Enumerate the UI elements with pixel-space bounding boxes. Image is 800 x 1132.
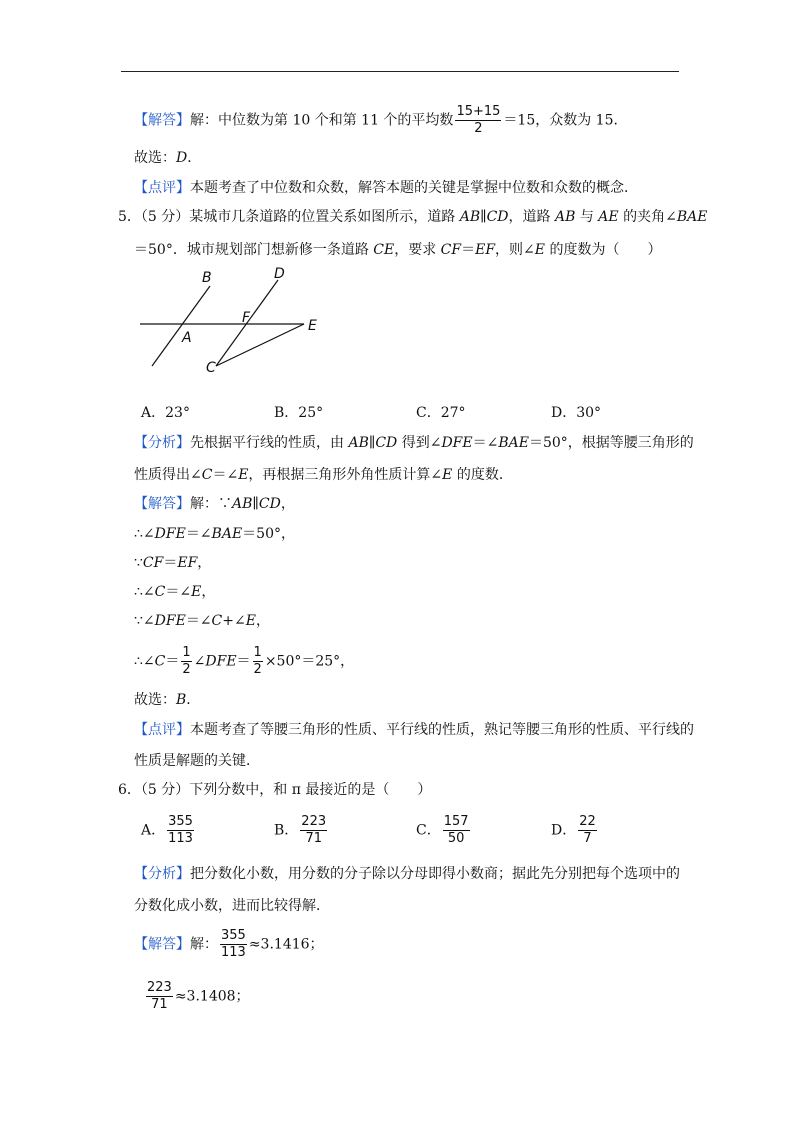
analysis-tag: 【分析】	[134, 435, 190, 451]
answer-tag: 【解答】	[134, 496, 190, 512]
sol-text: ＝∠	[185, 526, 212, 542]
frac-den: 113	[221, 945, 246, 960]
q5-sol-line-5	[134, 611, 270, 631]
q6-analysis-text: 把分数化小数，用分数的分子除以分母即得小数商；据此先分别把每个选项中的	[190, 866, 680, 882]
q5-comment-line-2	[134, 751, 260, 771]
q5-analysis-text: 得到∠	[397, 435, 442, 451]
q5-analysis-math: E	[442, 467, 453, 483]
label-c: C	[206, 360, 216, 376]
sol-math: E	[245, 613, 256, 629]
choose-letter: D	[176, 150, 188, 166]
q5-comment-text: 本题考查了等腰三角形的性质、平行线的性质，熟记等腰三角形的性质、平行线的	[190, 722, 694, 738]
frac-num: 223	[301, 814, 327, 829]
q5-option-c[interactable]	[416, 403, 466, 423]
sol-fraction	[220, 928, 247, 961]
sol-fraction	[146, 980, 173, 1013]
comment-tag: 【点评】	[134, 722, 190, 738]
q5-sol-line-6	[134, 645, 354, 678]
q5-analysis-text: 先根据平行线的性质，由	[190, 435, 349, 451]
q4-comment-line	[134, 178, 638, 198]
q6-analysis-line-2	[134, 896, 330, 916]
q5-comment-text: 性质是解题的关键．	[134, 753, 260, 769]
choose-letter: B	[176, 692, 187, 708]
option-fraction	[300, 814, 327, 847]
choose-prefix: 故选：	[134, 150, 176, 166]
option-fraction	[167, 814, 194, 847]
sol-math: CF	[142, 555, 164, 571]
choose-prefix: 故选：	[134, 692, 176, 708]
q5-comment-line-1	[134, 720, 694, 740]
sol-text: ×50°＝25°，	[264, 653, 355, 670]
sol-text: ∵∠	[134, 613, 155, 629]
label-a: A	[182, 330, 192, 346]
sol-text: ＝50°，	[242, 526, 295, 542]
q5-stem-math: AB	[554, 209, 576, 225]
frac-den: 71	[305, 831, 322, 846]
option-text: 27°	[440, 405, 466, 421]
comment-tag: 【点评】	[134, 180, 190, 196]
sol-math: C	[154, 584, 166, 600]
option-text: 30°	[576, 405, 602, 421]
sol-text: ∴∠	[134, 653, 155, 670]
sol-math: E	[191, 584, 202, 600]
sol-text: ＝	[236, 653, 251, 670]
q5-stem-line-1	[118, 207, 707, 227]
sol-text: ＝	[163, 555, 178, 571]
q5-stem-math: AB∥CD	[459, 209, 509, 225]
q5-analysis-math: C	[201, 467, 213, 483]
q4-answer-suffix: ＝15，众数为 15．	[503, 112, 628, 129]
option-text: 25°	[298, 405, 324, 421]
sol-math: DFE	[154, 526, 186, 542]
q5-analysis-text: ＝50°，根据等腰三角形的	[528, 435, 694, 451]
q5-stem-text: ＝	[461, 242, 476, 258]
sol-text: ∠	[193, 653, 206, 670]
label-b: B	[202, 270, 212, 286]
choose-suffix: ．	[186, 692, 201, 708]
q4-fraction	[455, 104, 501, 137]
header-rule	[121, 71, 679, 72]
q4-comment-text: 本题考查了中位数和众数，解答本题的关键是掌握中位数和众数的概念．	[190, 180, 638, 196]
q5-stem-math: EF	[475, 242, 496, 258]
sol-text: ∵	[134, 555, 143, 571]
q5-choose-line	[134, 690, 200, 710]
sol-math: BAE	[211, 526, 243, 542]
option-text: 23°	[165, 405, 190, 421]
q5-analysis-math: DFE	[441, 435, 473, 451]
option-letter: A．	[141, 405, 166, 421]
answer-tag: 【解答】	[134, 112, 190, 129]
q5-figure	[130, 262, 330, 382]
answer-tag: 【解答】	[134, 936, 190, 953]
option-fraction	[578, 814, 597, 847]
frac-num: 1	[182, 645, 191, 660]
q4-choose-line	[134, 148, 201, 168]
q4-answer-line	[134, 104, 628, 137]
analysis-tag: 【分析】	[134, 866, 190, 882]
sol-text: ＝∠	[185, 613, 212, 629]
q5-option-a[interactable]	[141, 403, 190, 423]
q5-stem-text: ＝50°．城市规划部门想新修一条道路	[134, 242, 374, 258]
option-letter: A．	[141, 822, 166, 839]
q6-sol-line-2	[144, 980, 250, 1013]
option-letter: B．	[274, 405, 299, 421]
q5-stem-text: ，要求	[394, 242, 441, 258]
q6-analysis-line-1	[134, 864, 680, 884]
q5-sol-line-2	[134, 524, 295, 544]
q4-frac-den: 2	[474, 121, 483, 136]
q5-stem-line-2	[134, 240, 661, 260]
option-letter: C．	[416, 822, 441, 839]
q5-stem-text: ，则∠	[495, 242, 535, 258]
road-ab-line	[152, 286, 210, 366]
label-e: E	[308, 318, 317, 334]
q5-stem-math: E	[534, 242, 545, 258]
q5-analysis-text: 的度数．	[452, 467, 513, 483]
q4-answer-prefix: 解：中位数为第 10 个和第 11 个的平均数	[190, 112, 454, 129]
q5-stem-text: ，道路	[508, 209, 555, 225]
sol-text: ∴∠	[134, 584, 155, 600]
frac-num: 22	[579, 814, 596, 829]
q5-analysis-line-1	[134, 433, 694, 453]
q5-sol-line-4	[134, 582, 215, 602]
q5-stem-math: BAE	[676, 209, 708, 225]
frac-den: 113	[168, 831, 193, 846]
road-ce-line	[216, 324, 304, 366]
q5-stem-text: 的夹角∠	[618, 209, 677, 225]
sol-text: ，	[255, 613, 270, 629]
option-fraction	[443, 814, 470, 847]
q5-option-b[interactable]	[274, 403, 323, 423]
q5-sol-line-3	[134, 553, 211, 573]
q5-stem-math: CE	[373, 242, 395, 258]
frac-num: 223	[147, 980, 172, 995]
sol-math: EF	[177, 555, 198, 571]
q5-sol-line-1	[134, 494, 295, 514]
sol-text: +∠	[222, 613, 246, 629]
frac-den: 2	[253, 662, 262, 677]
q6-option-d[interactable]	[551, 814, 599, 847]
frac-num: 355	[221, 928, 246, 943]
sol-text: 解：∵	[190, 496, 232, 512]
sol-math: C	[154, 653, 166, 670]
sol-math: DFE	[154, 613, 186, 629]
frac-den: 50	[447, 831, 465, 846]
half-fraction	[181, 645, 191, 678]
q6-analysis-text: 分数化成小数，进而比较得解．	[134, 898, 330, 914]
frac-num: 157	[443, 814, 469, 829]
sol-text: ＝	[165, 653, 180, 670]
q5-analysis-text: ，再根据三角形外角性质计算∠	[248, 467, 443, 483]
sol-value: ≈3.1416；	[248, 936, 324, 953]
sol-text: ，	[280, 496, 295, 512]
q6-stem-line	[118, 780, 431, 800]
q5-analysis-math: AB∥CD	[348, 435, 398, 451]
frac-den: 71	[151, 997, 168, 1012]
q6-option-a[interactable]	[141, 814, 196, 847]
sol-math: AB∥CD	[232, 496, 281, 512]
option-letter: D．	[551, 822, 577, 839]
half-fraction	[253, 645, 263, 678]
q6-option-b[interactable]	[274, 814, 329, 847]
option-letter: C．	[416, 405, 441, 421]
q5-stem-math: CF	[440, 242, 462, 258]
q5-analysis-math: E	[238, 467, 249, 483]
label-d: D	[274, 266, 285, 282]
sol-text: ，	[197, 555, 212, 571]
frac-den: 7	[583, 831, 592, 846]
sol-text: 解：	[190, 936, 218, 953]
option-letter: B．	[274, 822, 299, 839]
frac-num: 1	[253, 645, 262, 660]
q5-stem-text: 与	[575, 209, 599, 225]
choose-suffix: ．	[187, 150, 202, 166]
frac-den: 2	[182, 662, 191, 677]
q5-analysis-line-2	[134, 465, 513, 485]
q5-analysis-math: BAE	[498, 435, 529, 451]
q5-stem-text: 5．（5 分）某城市几条道路的位置关系如图所示，道路	[118, 209, 460, 225]
q6-sol-line-1	[134, 928, 324, 961]
q5-stem-text: 的度数为（ ）	[545, 242, 662, 258]
label-f: F	[242, 310, 251, 326]
sol-value: ≈3.1408；	[174, 988, 250, 1005]
q5-stem-math: AE	[598, 209, 619, 225]
q6-stem-text: 6．（5 分）下列分数中，和 π 最接近的是（ ）	[118, 782, 432, 798]
sol-text: ∴∠	[134, 526, 155, 542]
q6-option-c[interactable]	[416, 814, 472, 847]
option-letter: D．	[551, 405, 577, 421]
q5-analysis-text: ＝∠	[212, 467, 239, 483]
q5-option-d[interactable]	[551, 403, 601, 423]
frac-num: 355	[168, 814, 193, 829]
sol-math: DFE	[205, 653, 237, 670]
q4-frac-num: 15+15	[456, 104, 501, 119]
q5-analysis-text: ＝∠	[472, 435, 499, 451]
q5-analysis-text: 性质得出∠	[134, 467, 202, 483]
sol-text: ＝∠	[165, 584, 192, 600]
sol-math: C	[211, 613, 223, 629]
sol-text: ，	[201, 584, 216, 600]
